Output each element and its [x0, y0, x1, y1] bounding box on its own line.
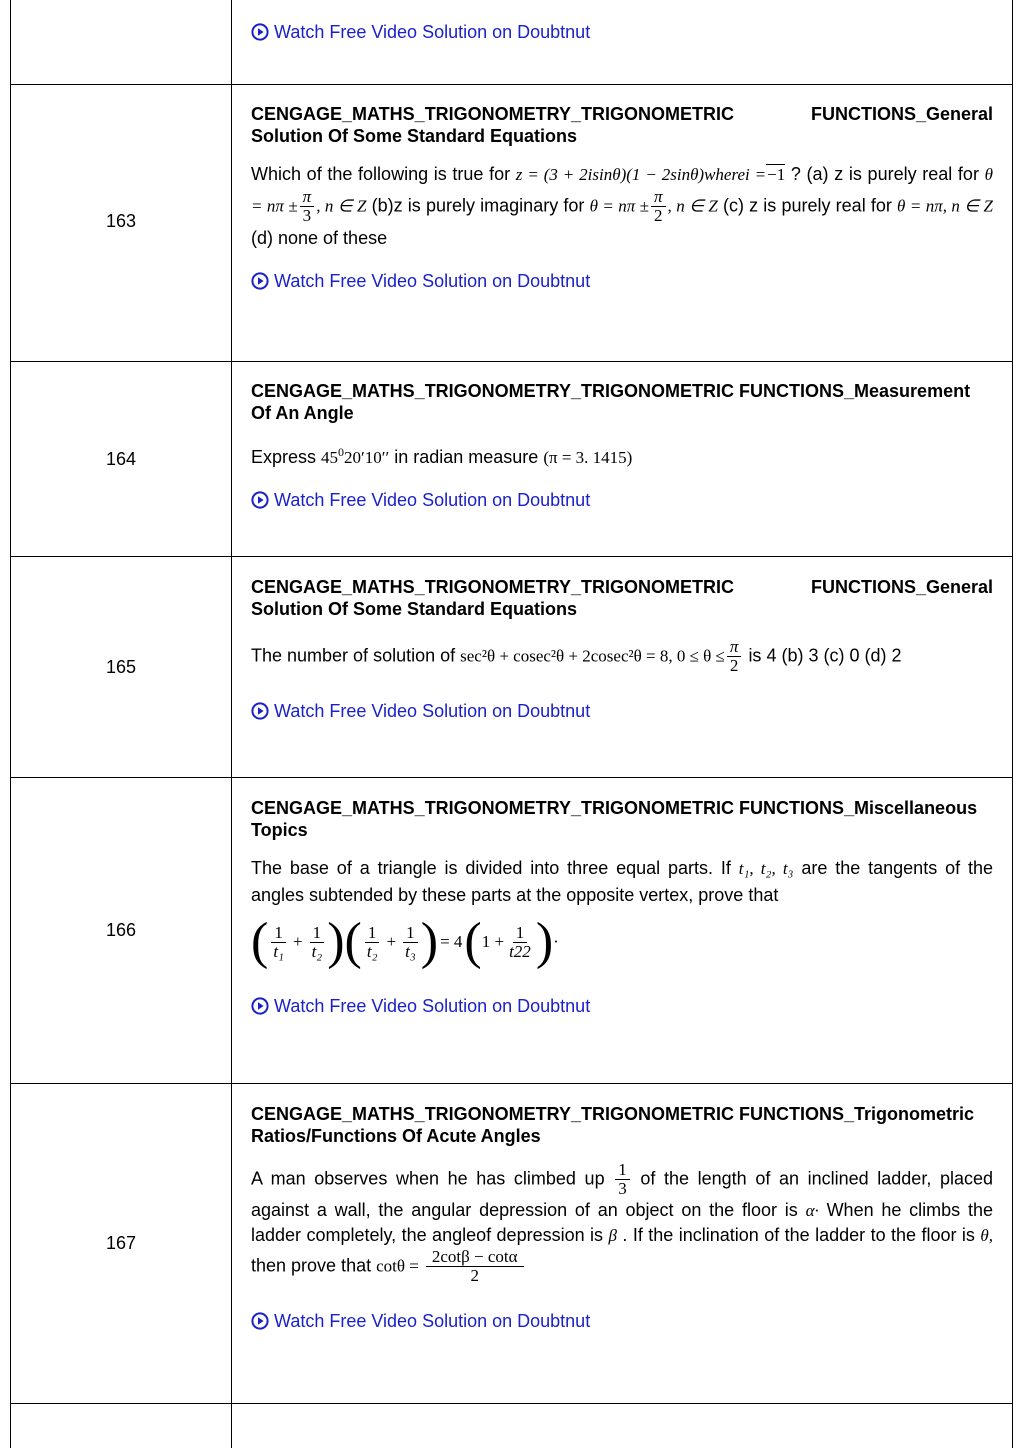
- question-heading: CENGAGE_MATHS_TRIGONOMETRY_TRIGONOMETRIC FUNCTIONS_General Solution Of Some Standard Equations: [251, 104, 993, 146]
- table-border-right: [1012, 0, 1013, 1448]
- watch-video-link-text: Watch Free Video Solution on Doubtnut: [274, 271, 591, 291]
- fraction: $\frac{\pi}{3}$: [300, 188, 315, 225]
- watch-video-link-text: Watch Free Video Solution on Doubtnut: [274, 996, 591, 1016]
- question-heading: CENGAGE_MATHS_TRIGONOMETRY_TRIGONOMETRIC FUNCTIONS_Trigonometric Ratios/Functions Of Acute Angles: [251, 1104, 975, 1146]
- watch-video-link[interactable]: [251, 699, 993, 723]
- question-text: Express $45^020'10''$ in radian measure (π = 3. 1415): [251, 445, 633, 467]
- row-divider: [10, 361, 1013, 362]
- play-circle-icon: [251, 272, 269, 290]
- equation: ( $\frac{1}{\text{t₁}}$ + $\frac{1}{\text{t₂}}$ ) ( $\frac{1}{\text{t₂}}$ + $\frac{1}{\text{t₃}}$ ) = 4 ( 1 + $\frac{1}{t22}$ ) ·: [251, 913, 559, 970]
- fraction: $\frac{\pi}{2}$: [651, 188, 666, 225]
- table-row: [251, 1103, 993, 1333]
- row-divider: [10, 84, 1013, 85]
- row-divider: [10, 777, 1013, 778]
- row-divider: [10, 556, 1013, 557]
- watch-video-link-text: Watch Free Video Solution on Doubtnut: [274, 490, 591, 510]
- table-row: [251, 380, 993, 512]
- play-circle-icon: [251, 702, 269, 720]
- question-text: The number of solution of sec²θ + cosec²θ + 2cosec²θ = 8, 0 ≤ θ ≤ $\frac{\pi}{2}$ is 4 (b) 3 (c) 0 (d) 2: [251, 637, 902, 675]
- row-number: 163: [105, 211, 137, 231]
- row-number: 167: [105, 1233, 137, 1253]
- question-heading: CENGAGE_MATHS_TRIGONOMETRY_TRIGONOMETRIC FUNCTIONS_Measurement Of An Angle: [251, 381, 971, 423]
- row-divider: [10, 1403, 1013, 1404]
- row-number: 166: [105, 920, 137, 940]
- table-row: [251, 576, 993, 723]
- question-text: Which of the following is true for z = (3 + 2isinθ)(1 − 2sinθ)wherei =−1 ? (a) z is purely real for θ = nπ ± $\frac{\pi}{3}$ , n ∈ Z (b)z is purely imaginary for θ = nπ ± $\frac{\pi}{2}$ , n ∈ Z (c) z is purely real for θ = nπ, n ∈ Z (d) none of these: [251, 164, 993, 248]
- table-row-partial: [251, 20, 993, 44]
- play-circle-icon: [251, 1312, 269, 1330]
- play-circle-icon: [251, 23, 269, 41]
- row-divider: [10, 1083, 1013, 1084]
- question-heading: CENGAGE_MATHS_TRIGONOMETRY_TRIGONOMETRIC FUNCTIONS_General Solution Of Some Standard Equations: [251, 577, 993, 619]
- watch-video-link[interactable]: [251, 20, 993, 44]
- table-column-divider: [231, 0, 232, 1448]
- question-heading: CENGAGE_MATHS_TRIGONOMETRY_TRIGONOMETRIC FUNCTIONS_Miscellaneous Topics: [251, 798, 978, 840]
- question-text: The base of a triangle is divided into three equal parts. If t₁, t₂, t₃ are the tangents of the angles subtended by these parts at the opposite vertex, prove that: [251, 858, 993, 905]
- play-circle-icon: [251, 491, 269, 509]
- watch-video-link[interactable]: [251, 488, 993, 512]
- row-number: 164: [105, 449, 137, 469]
- watch-video-link-text: Watch Free Video Solution on Doubtnut: [274, 1311, 591, 1331]
- fraction: $\frac{\pi}{2}$: [727, 638, 742, 675]
- watch-video-link[interactable]: [251, 994, 993, 1018]
- fraction: $\frac{1}{3}$: [615, 1161, 630, 1198]
- watch-video-link[interactable]: [251, 1309, 993, 1333]
- question-text: A man observes when he has climbed up $\frac{1}{3}$ of the length of an inclined ladder, placed against a wall, the angular depression of an object on the floor is α· When he climbs the ladder completely, the angleof depression is β . If the inclination of the ladder to the floor is θ, then prove that cotθ = $\frac{2\cot\beta - \cot\alpha}{2}$: [251, 1160, 993, 1285]
- fraction: $\frac{2\cot\beta - \cot\alpha}{2}$: [426, 1248, 524, 1285]
- table-row: [251, 797, 993, 1018]
- watch-video-link-text: Watch Free Video Solution on Doubtnut: [274, 22, 591, 42]
- watch-video-link[interactable]: [251, 269, 993, 293]
- play-circle-icon: [251, 997, 269, 1015]
- watch-video-link-text: Watch Free Video Solution on Doubtnut: [274, 701, 591, 721]
- table-row: [251, 103, 993, 293]
- row-number: 165: [105, 657, 137, 677]
